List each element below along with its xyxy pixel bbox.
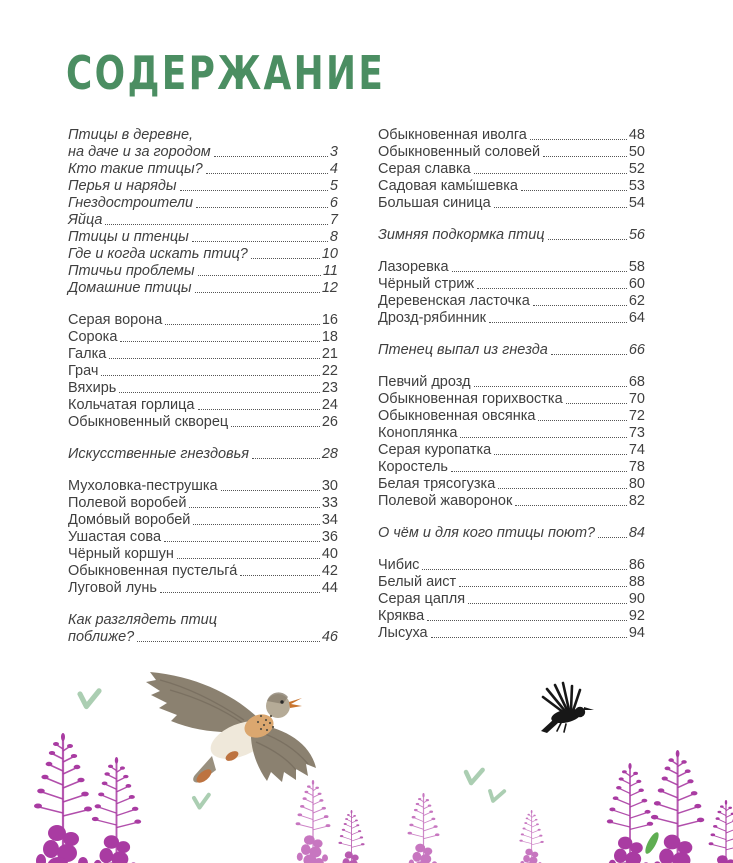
toc-entry-label: Серая ворона bbox=[68, 312, 163, 328]
toc-dot-leader bbox=[192, 241, 328, 242]
toc-page-number: 40 bbox=[321, 546, 338, 562]
toc-entry-label: Коноплянка bbox=[378, 425, 458, 441]
toc-entry-row bbox=[68, 312, 338, 329]
toc-page-number: 52 bbox=[628, 161, 645, 177]
toc-entry-label: Кольчатая горлица bbox=[68, 397, 195, 413]
toc-page-number: 16 bbox=[321, 312, 338, 328]
toc-entry-row bbox=[378, 625, 645, 642]
toc-page-number: 33 bbox=[321, 495, 338, 511]
toc-page-number: 86 bbox=[628, 557, 645, 573]
toc-entry-row bbox=[68, 280, 338, 297]
toc-page-number: 80 bbox=[628, 476, 645, 492]
toc-dot-leader bbox=[193, 524, 319, 525]
toc-dot-leader bbox=[515, 505, 627, 506]
toc-dot-leader bbox=[538, 420, 626, 421]
toc-entry-label: Лазоревка bbox=[378, 259, 449, 275]
toc-entry-label: О чём и для кого птицы поют? bbox=[378, 525, 596, 541]
toc-entry-row bbox=[378, 493, 645, 510]
toc-entry-label: Галка bbox=[68, 346, 107, 362]
toc-entry-label: Полевой воробей bbox=[68, 495, 187, 511]
toc-group bbox=[68, 446, 338, 463]
toc-page-number: 24 bbox=[321, 397, 338, 413]
toc-dot-leader bbox=[551, 354, 627, 355]
toc-dot-leader bbox=[521, 190, 627, 191]
toc-entry-label: Грач bbox=[68, 363, 99, 379]
toc-entry-label: Где и когда искать птиц? bbox=[68, 246, 248, 262]
toc-page-number: 68 bbox=[628, 374, 645, 390]
toc-dot-leader bbox=[489, 322, 627, 323]
toc-entry-row bbox=[68, 246, 338, 263]
toc-entry-row bbox=[378, 276, 645, 293]
toc-page-number: 28 bbox=[321, 446, 338, 462]
toc-entry-label: Домо́вый воробей bbox=[68, 512, 191, 528]
toc-entry-label: Как разглядеть птиц bbox=[68, 612, 218, 628]
toc-group bbox=[378, 227, 645, 244]
toc-page-number: 6 bbox=[329, 195, 338, 211]
toc-dot-leader bbox=[451, 471, 627, 472]
toc-dot-leader bbox=[477, 288, 627, 289]
toc-entry-label: Лысуха bbox=[378, 625, 428, 641]
toc-entry-row bbox=[378, 259, 645, 276]
toc-page-number: 64 bbox=[628, 310, 645, 326]
toc-dot-leader bbox=[101, 375, 319, 376]
toc-entry-row bbox=[378, 342, 645, 359]
toc-dot-leader bbox=[251, 258, 320, 259]
toc-entry-row bbox=[378, 178, 645, 195]
toc-entry-row bbox=[68, 380, 338, 397]
toc-entry-label: Птицы и птенцы bbox=[68, 229, 189, 245]
toc-dot-leader bbox=[494, 207, 627, 208]
toc-group bbox=[378, 557, 645, 642]
toc-entry-row bbox=[68, 529, 338, 546]
toc-dot-leader bbox=[533, 305, 627, 306]
toc-page-number: 66 bbox=[628, 342, 645, 358]
toc-entry-label: Чибис bbox=[378, 557, 420, 573]
toc-entry-label: Деревенская ласточка bbox=[378, 293, 530, 309]
toc-group bbox=[378, 259, 645, 327]
toc-page-number: 10 bbox=[321, 246, 338, 262]
toc-entry-label: Вяхирь bbox=[68, 380, 117, 396]
toc-entry-row bbox=[68, 580, 338, 597]
toc-dot-leader bbox=[240, 575, 320, 576]
toc-dot-leader bbox=[137, 641, 320, 642]
toc-entry-label: Домашние птицы bbox=[68, 280, 192, 296]
toc-page-number: 73 bbox=[628, 425, 645, 441]
toc-entry-label: Обыкновенная пустельга́ bbox=[68, 563, 238, 579]
toc-entry-row bbox=[68, 546, 338, 563]
toc-dot-leader bbox=[221, 490, 320, 491]
toc-dot-leader bbox=[598, 537, 627, 538]
toc-entry-label: Садовая камы́шевка bbox=[378, 178, 518, 194]
toc-page-number: 26 bbox=[321, 414, 338, 430]
toc-entry-row bbox=[68, 495, 338, 512]
toc-entry-label: Серая цапля bbox=[378, 591, 466, 607]
toc-page-number: 23 bbox=[321, 380, 338, 396]
toc-dot-leader bbox=[198, 409, 320, 410]
toc-page-number: 90 bbox=[628, 591, 645, 607]
toc-page-number: 36 bbox=[321, 529, 338, 545]
toc-dot-leader bbox=[196, 207, 328, 208]
toc-entry-label: Обыкновенная иволга bbox=[378, 127, 527, 143]
toc-dot-leader bbox=[231, 426, 320, 427]
toc-entry-row bbox=[378, 227, 645, 244]
toc-page-number: 30 bbox=[321, 478, 338, 494]
toc-dot-leader bbox=[431, 637, 627, 638]
toc-entry-row bbox=[68, 612, 338, 629]
toc-entry-label: Луговой лунь bbox=[68, 580, 157, 596]
toc-entry-row bbox=[68, 446, 338, 463]
toc-page-number: 34 bbox=[321, 512, 338, 528]
fireweed-plants bbox=[34, 733, 733, 863]
toc-dot-leader bbox=[452, 271, 627, 272]
fieldfare-illustration bbox=[146, 672, 316, 785]
toc-dot-leader bbox=[198, 275, 321, 276]
toc-dot-leader bbox=[474, 386, 627, 387]
toc-entry-label: Большая синица bbox=[378, 195, 491, 211]
toc-page-number: 82 bbox=[628, 493, 645, 509]
toc-dot-leader bbox=[119, 392, 320, 393]
toc-group bbox=[68, 312, 338, 431]
toc-entry-label: Перья и наряды bbox=[68, 178, 177, 194]
toc-entry-row bbox=[378, 525, 645, 542]
toc-entry-row bbox=[378, 195, 645, 212]
toc-dot-leader bbox=[189, 507, 319, 508]
toc-dot-leader bbox=[427, 620, 627, 621]
toc-entry-row bbox=[378, 591, 645, 608]
toc-entry-label: Птичьи проблемы bbox=[68, 263, 195, 279]
toc-entry-label: Кряква bbox=[378, 608, 425, 624]
toc-dot-leader bbox=[214, 156, 328, 157]
toc-page-number: 50 bbox=[628, 144, 645, 160]
toc-entry-row bbox=[378, 127, 645, 144]
toc-entry-label: Кто такие птицы? bbox=[68, 161, 203, 177]
toc-entry-row bbox=[68, 329, 338, 346]
toc-dot-leader bbox=[164, 541, 320, 542]
toc-page-number: 11 bbox=[322, 263, 338, 279]
toc-page-number: 94 bbox=[628, 625, 645, 641]
toc-entry-label: Птенец выпал из гнезда bbox=[378, 342, 548, 358]
toc-dot-leader bbox=[474, 173, 627, 174]
toc-left-column bbox=[68, 127, 338, 661]
toc-entry-row bbox=[378, 391, 645, 408]
toc-group bbox=[378, 525, 645, 542]
toc-entry-row bbox=[378, 144, 645, 161]
toc-entry-label: Серая славка bbox=[378, 161, 471, 177]
toc-entry-row bbox=[68, 478, 338, 495]
toc-page-number: 56 bbox=[628, 227, 645, 243]
toc-page-number: 78 bbox=[628, 459, 645, 475]
toc-page-number: 5 bbox=[329, 178, 338, 194]
toc-entry-label: Серая куропатка bbox=[378, 442, 492, 458]
toc-entry-label: Белый аист bbox=[378, 574, 457, 590]
toc-entry-label: Сорока bbox=[68, 329, 118, 345]
toc-entry-label: на даче и за городом bbox=[68, 144, 211, 160]
toc-entry-label: Зимняя подкормка птиц bbox=[378, 227, 545, 243]
toc-dot-leader bbox=[195, 292, 320, 293]
toc-entry-row bbox=[68, 144, 338, 161]
toc-entry-label: Певчий дрозд bbox=[378, 374, 471, 390]
toc-page-number: 22 bbox=[321, 363, 338, 379]
toc-entry-label: Обыкновенный скворец bbox=[68, 414, 229, 430]
toc-entry-row bbox=[378, 574, 645, 591]
toc-entry-row bbox=[378, 476, 645, 493]
toc-entry-row bbox=[378, 408, 645, 425]
toc-dot-leader bbox=[165, 324, 320, 325]
toc-entry-label: Искусственные гнездовья bbox=[68, 446, 249, 462]
toc-group bbox=[378, 374, 645, 510]
toc-entry-label: Белая трясогузка bbox=[378, 476, 496, 492]
toc-dot-leader bbox=[498, 488, 627, 489]
toc-entry-label: Обыкновенная горихвостка bbox=[378, 391, 563, 407]
starling-illustration bbox=[541, 683, 594, 733]
toc-dot-leader bbox=[460, 437, 626, 438]
toc-entry-label: Мухоловка-пеструшка bbox=[68, 478, 218, 494]
toc-entry-row bbox=[68, 127, 338, 144]
toc-entry-row bbox=[68, 346, 338, 363]
toc-entry-label: Гнездостроители bbox=[68, 195, 194, 211]
toc-entry-label: Чёрный коршун bbox=[68, 546, 174, 562]
toc-entry-row bbox=[378, 442, 645, 459]
toc-dot-leader bbox=[530, 139, 627, 140]
toc-page-number: 44 bbox=[321, 580, 338, 596]
toc-entry-row bbox=[68, 629, 338, 646]
toc-entry-row bbox=[68, 229, 338, 246]
toc-page-number: 12 bbox=[321, 280, 338, 296]
toc-page-number: 54 bbox=[628, 195, 645, 211]
toc-group bbox=[68, 478, 338, 597]
toc-entry-row bbox=[68, 195, 338, 212]
toc-page-number: 92 bbox=[628, 608, 645, 624]
toc-dot-leader bbox=[459, 586, 627, 587]
toc-page-number: 53 bbox=[628, 178, 645, 194]
toc-entry-label: Обыкновенная овсянка bbox=[378, 408, 536, 424]
toc-entry-row bbox=[378, 557, 645, 574]
toc-page-number: 48 bbox=[628, 127, 645, 143]
toc-dot-leader bbox=[566, 403, 627, 404]
toc-dot-leader bbox=[109, 358, 320, 359]
toc-entry-row bbox=[68, 263, 338, 280]
toc-entry-row bbox=[378, 425, 645, 442]
toc-entry-row bbox=[378, 608, 645, 625]
toc-right-column bbox=[378, 127, 645, 657]
toc-entry-label: Птицы в деревне, bbox=[68, 127, 194, 143]
toc-dot-leader bbox=[543, 156, 627, 157]
footer-illustration bbox=[0, 658, 733, 863]
toc-page-number: 3 bbox=[329, 144, 338, 160]
toc-dot-leader bbox=[180, 190, 328, 191]
toc-entry-row bbox=[68, 178, 338, 195]
toc-entry-row bbox=[378, 161, 645, 178]
green-leaf bbox=[643, 831, 661, 856]
toc-dot-leader bbox=[120, 341, 319, 342]
toc-group bbox=[68, 127, 338, 297]
toc-entry-label: Чёрный стриж bbox=[378, 276, 475, 292]
toc-page-number: 8 bbox=[329, 229, 338, 245]
toc-entry-row bbox=[68, 563, 338, 580]
toc-dot-leader bbox=[252, 458, 320, 459]
toc-page-number: 74 bbox=[628, 442, 645, 458]
toc-page-number: 21 bbox=[321, 346, 338, 362]
toc-entry-row bbox=[68, 397, 338, 414]
toc-entry-row bbox=[68, 212, 338, 229]
toc-entry-row bbox=[378, 374, 645, 391]
toc-page-number: 7 bbox=[329, 212, 338, 228]
toc-entry-row bbox=[68, 512, 338, 529]
toc-page-number: 84 bbox=[628, 525, 645, 541]
page-title: СОДЕРЖАНИЕ bbox=[66, 46, 386, 100]
toc-entry-label: Коростель bbox=[378, 459, 448, 475]
toc-group bbox=[378, 342, 645, 359]
toc-page-number: 4 bbox=[329, 161, 338, 177]
toc-dot-leader bbox=[160, 592, 320, 593]
toc-page-number: 58 bbox=[628, 259, 645, 275]
toc-dot-leader bbox=[105, 224, 327, 225]
toc-dot-leader bbox=[468, 603, 627, 604]
toc-page-number: 70 bbox=[628, 391, 645, 407]
toc-entry-label: Ушастая сова bbox=[68, 529, 162, 545]
toc-entry-label: Дрозд-рябинник bbox=[378, 310, 487, 326]
toc-entry-label: Обыкновенный соловей bbox=[378, 144, 541, 160]
toc-entry-label: Полевой жаворонок bbox=[378, 493, 513, 509]
toc-page-number: 72 bbox=[628, 408, 645, 424]
toc-entry-row bbox=[378, 459, 645, 476]
toc-group bbox=[68, 612, 338, 646]
toc-page-number: 18 bbox=[321, 329, 338, 345]
toc-dot-leader bbox=[206, 173, 328, 174]
toc-entry-row bbox=[378, 310, 645, 327]
toc-page-number: 88 bbox=[628, 574, 645, 590]
toc-dot-leader bbox=[177, 558, 320, 559]
toc-entry-label: Яйца bbox=[68, 212, 103, 228]
toc-page-number: 46 bbox=[321, 629, 338, 645]
toc-page-number: 62 bbox=[628, 293, 645, 309]
toc-entry-row bbox=[68, 363, 338, 380]
toc-page-number: 60 bbox=[628, 276, 645, 292]
toc-entry-label: поближе? bbox=[68, 629, 135, 645]
toc-group bbox=[378, 127, 645, 212]
toc-dot-leader bbox=[422, 569, 626, 570]
toc-entry-row bbox=[378, 293, 645, 310]
toc-page-number: 42 bbox=[321, 563, 338, 579]
toc-entry-row bbox=[68, 414, 338, 431]
toc-dot-leader bbox=[494, 454, 627, 455]
toc-dot-leader bbox=[548, 239, 627, 240]
toc-entry-row bbox=[68, 161, 338, 178]
